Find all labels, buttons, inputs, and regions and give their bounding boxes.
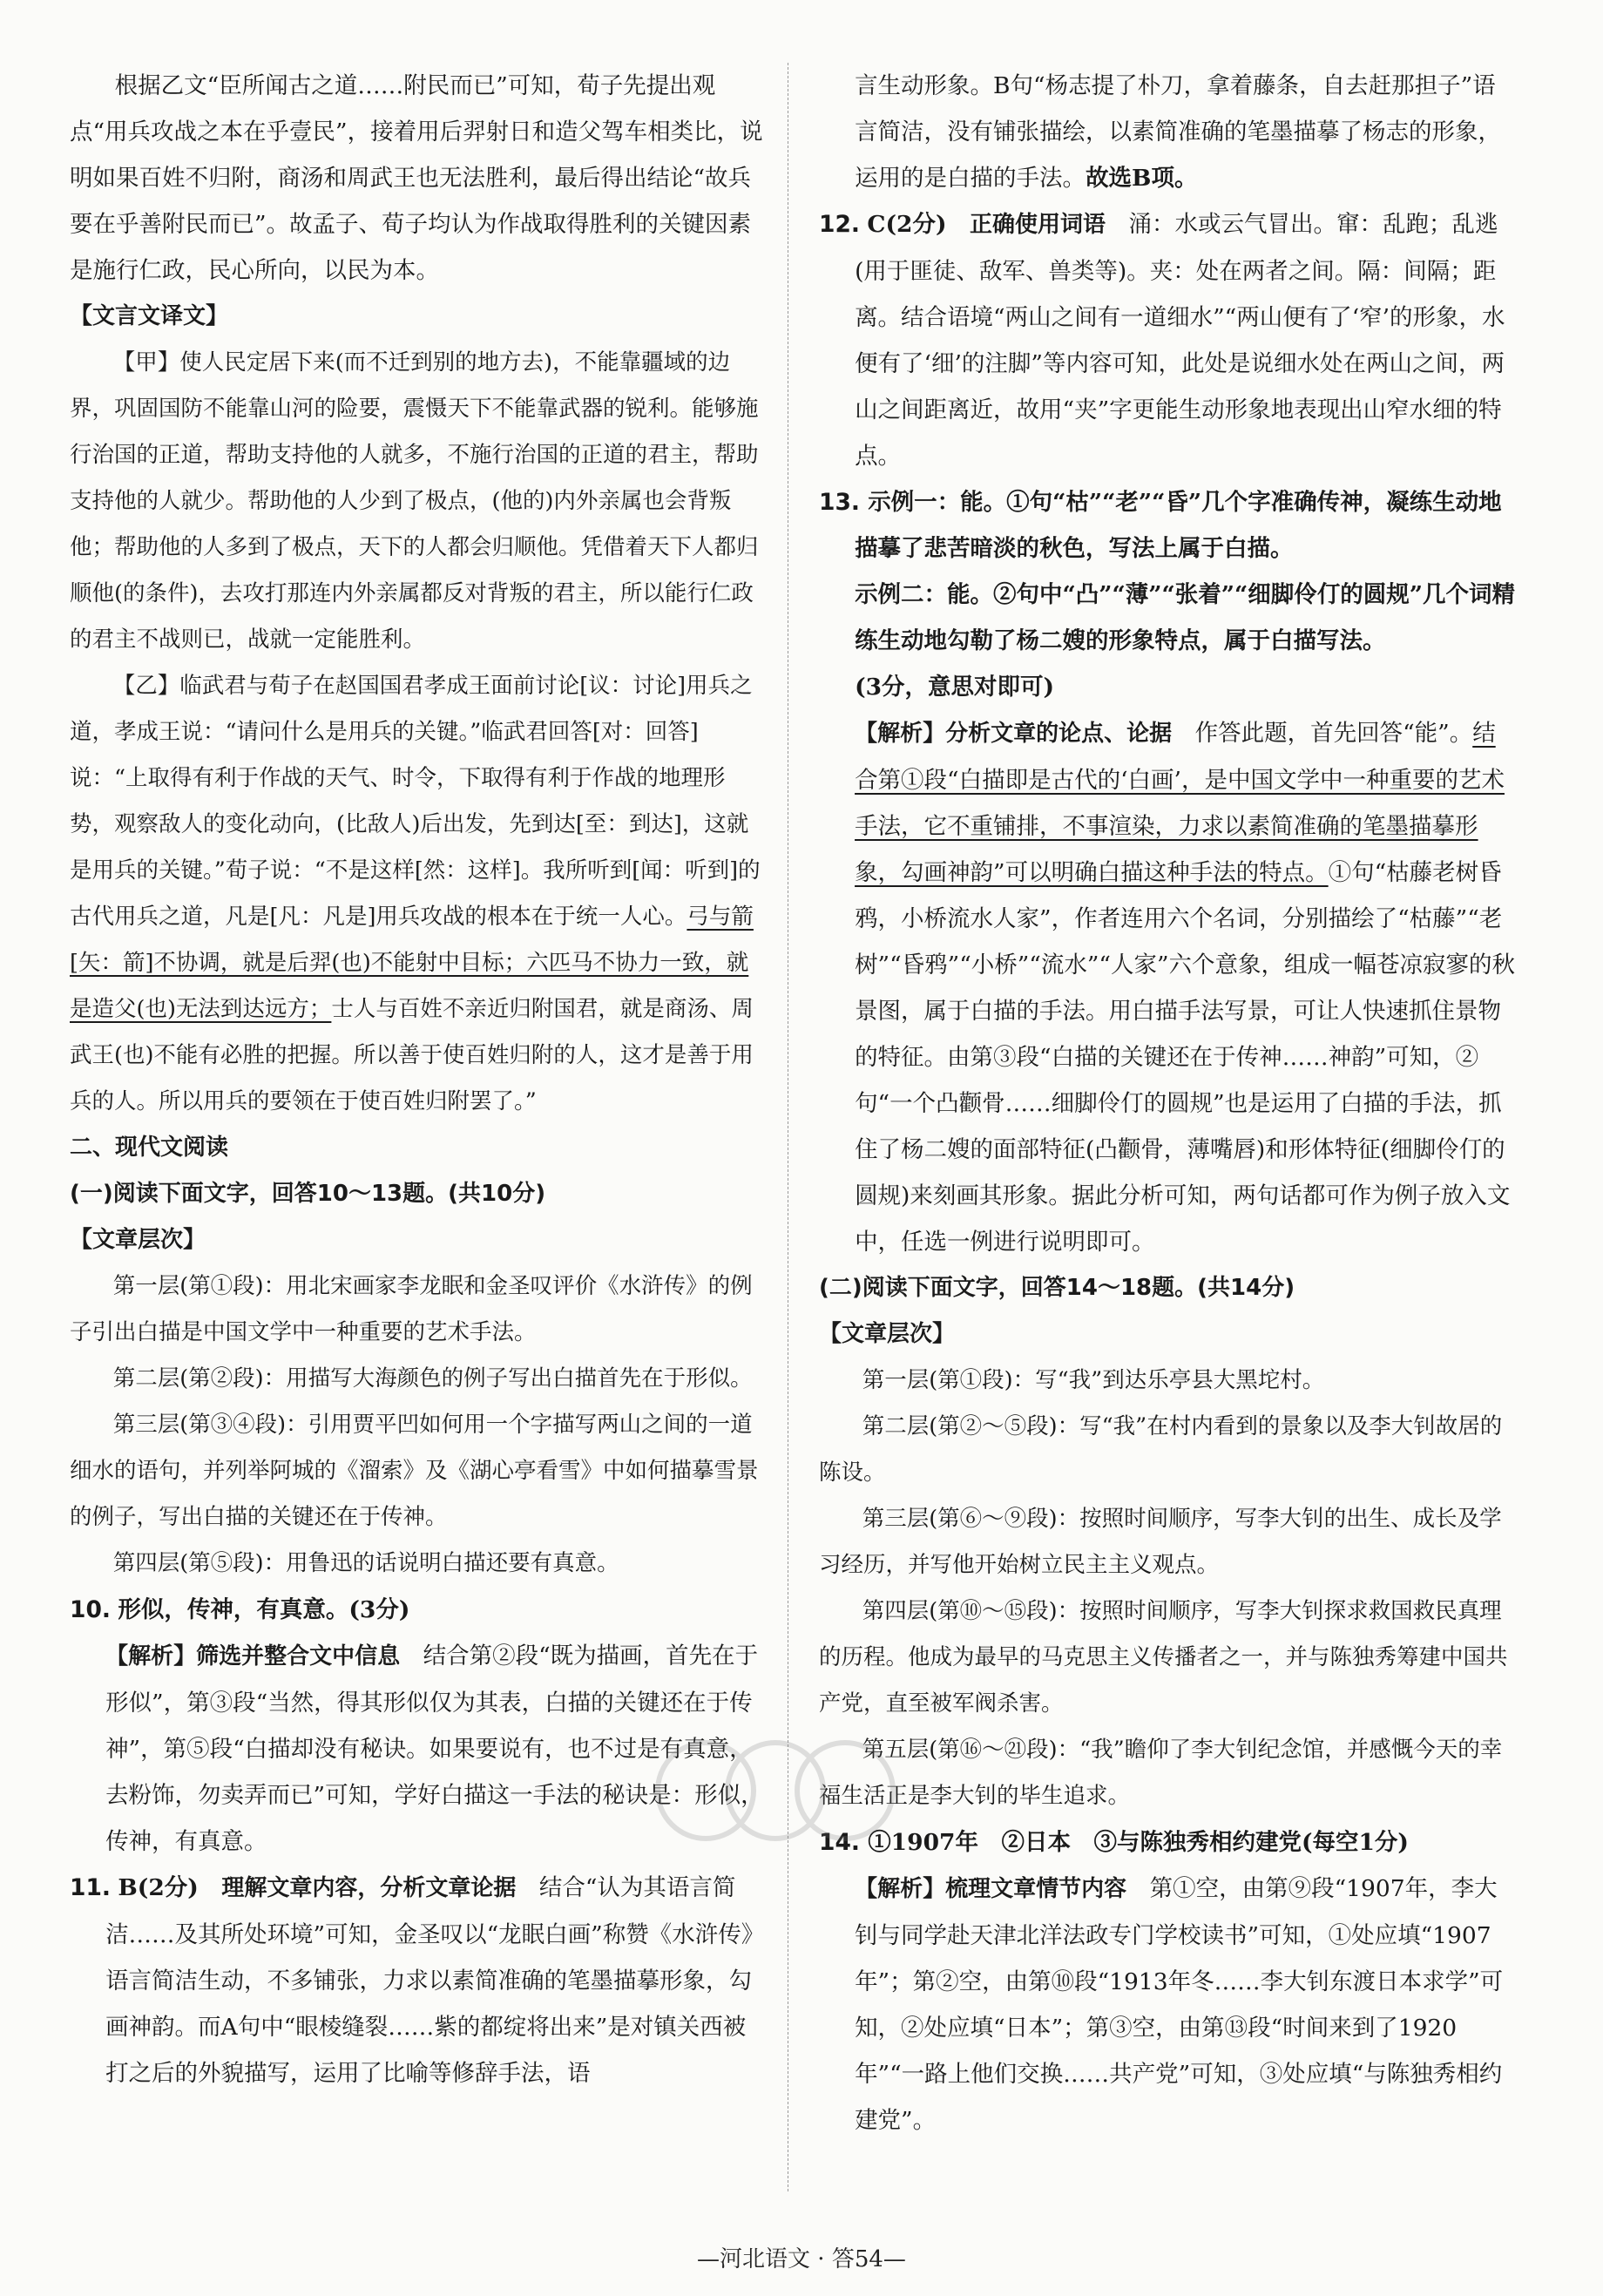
page-footer: —河北语文 · 答54— xyxy=(697,2246,906,2272)
q11-continuation xyxy=(819,63,1516,201)
q14-number: 14. xyxy=(819,1829,860,1856)
q10-analysis-text: 结合第②段“既为描画，首先在于形似”，第③段“当然，得其形似仅为其表，白描的关键还在于传神”，第⑤段“白描却没有秘诀。如果要说有，也不过是有真意，去粉饰，勿卖弄而已”可知，学好白描这一手法的秘诀是：形似，传神，有真意。 xyxy=(105,1642,764,1855)
q10-answer-text: 形似，传神，有真意。(3分) xyxy=(118,1596,410,1623)
q13-number: 13. xyxy=(819,489,860,516)
q11-text: 结合“认为其语言简洁……及其所处环境”可知，金圣叹以“龙眠白画”称赞《水浒传》语言简洁生动，不多铺张，力求以素简准确的笔墨描摹形象，勾画神韵。而A句中“眼棱缝裂……紫的都绽将出来”是对镇关西被打之后的外貌描写，运用了比喻等修辞手法，语 xyxy=(105,1874,765,2087)
q11-cont-text: 言生动形象。B句“杨志提了朴刀，拿着藤条，自去赶那担子”语言简洁，没有铺张描绘，以素简准确的笔墨描摹了杨志的形象，运用的是白描的手法。 xyxy=(855,72,1502,192)
q13-score: (3分，意思对即可) xyxy=(855,674,1055,701)
q13-example1 xyxy=(819,479,1516,572)
section-modern-reading: 二、现代文阅读 xyxy=(70,1134,229,1161)
q13-analysis-tag: 【解析】 xyxy=(855,721,946,747)
translation-jia: 【甲】使人民定居下来(而不迁到别的地方去)，不能靠疆域的边界，巩固国防不能靠山河的险要，震慑天下不能靠武器的锐利。能够施行治国的正道，帮助支持他的人就多，不施行治国的正道的君主，帮助支持他的人就少。帮助他的人少到了极点，(他的)内外亲属也会背叛他；帮助他的人多到了极点，天下的人都会归顺他。凭借着天下人都归顺他(的条件)，去攻打那连内外亲属都反对背叛的君主，所以能行仁政的君主不战则已，战就一定能胜利。 xyxy=(70,349,759,653)
q13-example2: 示例二：能。②句中“凸”“薄”“张着”“细脚伶仃的圆规”几个词精练生动地勾勒了杨二嫂的形象特点，属于白描写法。 xyxy=(855,581,1516,654)
q13-analysis xyxy=(819,710,1516,1265)
intro-paragraph: 根据乙文“臣所闻古之道……附民而已”可知，荀子先提出观点“用兵攻战之本在乎壹民”，接着用后羿射日和造父驾车相类比，说明如果百姓不归附，商汤和周武王也无法胜利，最后得出结论“故兵要在乎善附民而已”。故孟子、荀子均认为作战取得胜利的关键因素是施行仁政，民心所向，以民为本。 xyxy=(70,72,763,284)
layer-3: 第三层(第③④段)：引用贾平凹如何用一个字描写两山之间的一道细水的语句，并列举阿城的《溜索》及《湖心亭看雪》中如何描摹雪景的例子，写出白描的关键还在于传神。 xyxy=(70,1412,759,1530)
translation-yi-underlined: 弓与箭[矢：箭]不协调，就是后羿(也)不能射中目标；六匹马不协力一致，就是造父(也)无法到达远方； xyxy=(70,904,754,1022)
q13-analysis-pre: 作答此题，首先回答“能”。 xyxy=(1194,720,1473,747)
q10-number: 10. xyxy=(70,1596,111,1623)
translation-heading: 【文言文译文】 xyxy=(70,303,229,329)
left-column xyxy=(70,63,767,2191)
q10-analysis-tag: 【解析】 xyxy=(105,1643,197,1670)
q14-answer-text: ①1907年 ②日本 ③与陈独秀相约建党(每空1分) xyxy=(868,1829,1409,1856)
q13-analysis-type: 分析文章的论点、论据 xyxy=(945,721,1173,747)
layer-4: 第四层(第⑤段)：用鲁迅的话说明白描还要有真意。 xyxy=(112,1550,619,1576)
layers-heading-1: 【文章层次】 xyxy=(70,1227,206,1253)
q13-example1-text: 示例一：能。①句“枯”“老”“昏”几个字准确传神，凝练生动地描摹了悲苦暗淡的秋色，写法上属于白描。 xyxy=(855,489,1502,562)
layer2-1: 第一层(第①段)：写“我”到达乐亭县大黑坨村。 xyxy=(862,1367,1325,1393)
layer-1: 第一层(第①段)：用北宋画家李龙眠和金圣叹评价《水浒传》的例子引出白描是中国文学中一种重要的艺术手法。 xyxy=(70,1273,753,1345)
layer2-3: 第三层(第⑥～⑨段)：按照时间顺序，写李大钊的出生、成长及学习经历，并写他开始树立民主主义观点。 xyxy=(819,1506,1502,1578)
q12-text: 涌：水或云气冒出。窜：乱跑；乱逃(用于匪徒、敌军、兽类等)。夹：处在两者之间。隔：间隔；距离。结合语境“两山之间有一道细水”“两山便有了‘窄’的形象，水便有了‘细’的注脚”等内容可知，此处是说细水处在两山之间，两山之间距离近，故用“夹”字更能生动形象地表现出山窄水细的特点。 xyxy=(855,211,1505,470)
right-column xyxy=(819,63,1516,2191)
q10-analysis-type: 筛选并整合文中信息 xyxy=(196,1643,401,1670)
layer2-5: 第五层(第⑯～㉑段)：“我”瞻仰了李大钊纪念馆，并感慨今天的幸福生活正是李大钊的毕生追求。 xyxy=(819,1737,1503,1809)
q14-analysis xyxy=(819,1866,1516,2144)
q11-answer-text: B(2分) xyxy=(118,1874,199,1901)
q13-analysis-rest: ①句“枯藤老树昏鸦，小桥流水人家”，作者连用六个名词，分别描绘了“枯藤”“老树”“昏鸦”“小桥”“流水”“人家”六个意象，组成一幅苍凉寂寥的秋景图，属于白描的手法。用白描手法写景，可让人快速抓住景物的特征。由第③段“白描的关键还在于传神……神韵”可知，②句“一个凸颧骨……细脚伶仃的圆规”也是运用了白描的手法，抓住了杨二嫂的面部特征(凸颧骨，薄嘴唇)和形体特征(细脚伶仃的圆规)来刻画其形象。据此分析可知，两句话都可作为例子放入文中，任选一例进行说明即可。 xyxy=(855,859,1515,1256)
q11-type: 理解文章内容，分析文章论据 xyxy=(221,1875,517,1901)
layers-heading-2: 【文章层次】 xyxy=(819,1321,956,1347)
q12-number: 12. xyxy=(819,211,860,238)
q12-answer-text: C(2分) xyxy=(867,211,947,238)
part1-heading: (一)阅读下面文字，回答10～13题。(共10分) xyxy=(70,1181,546,1207)
q14-answer xyxy=(819,1819,1516,1866)
layer2-2: 第二层(第②～⑤段)：写“我”在村内看到的景象以及李大钊故居的陈设。 xyxy=(819,1413,1503,1486)
part2-heading: (二)阅读下面文字，回答14～18题。(共14分) xyxy=(819,1275,1295,1301)
layer2-4: 第四层(第⑩～⑮段)：按照时间顺序，写李大钊探求救国救民真理的历程。他成为最早的马克思主义传播者之一，并与陈独秀筹建中国共产党，直至被军阀杀害。 xyxy=(819,1598,1508,1717)
translation-yi-part2: 士人与百姓不亲近归附国君，就是商汤、周武王(也)不能有必胜的把握。所以善于使百姓归附的人，这才是善于用兵的人。所以用兵的要领在于使百姓归附罢了。” xyxy=(70,996,754,1114)
layer-2: 第二层(第②段)：用描写大海颜色的例子写出白描首先在于形似。 xyxy=(112,1365,753,1392)
q10-analysis xyxy=(70,1633,767,1865)
q12-answer xyxy=(819,201,1516,479)
q13-analysis-underlined: 结合第①段“白描即是古代的‘白画’，是中国文学中一种重要的艺术手法，它不重铺排，不事渲染，力求以素简准确的笔墨描摹形象，勾画神韵”可以明确白描这种手法的特点。 xyxy=(855,720,1505,886)
q11-number: 11. xyxy=(70,1874,111,1901)
translation-yi-part1: 【乙】临武君与荀子在赵国国君孝成王面前讨论[议：讨论]用兵之道，孝成王说：“请问什么是用兵的关键。”临武君回答[对：回答]说：“上取得有利于作战的天气、时令，下取得有利于作战的地理形势，观察敌人的变化动向，(比敌人)后出发，先到达[至：到达]，这就是用兵的关键。”荀子说：“不是这样[然：这样]。我所听到[闻：听到]的古代用兵之道，凡是[凡：凡是]用兵攻战的根本在于统一人心。 xyxy=(70,673,761,930)
q14-analysis-type: 梳理文章情节内容 xyxy=(945,1876,1127,1902)
q12-type: 正确使用词语 xyxy=(970,212,1106,238)
translation-yi xyxy=(70,663,767,1125)
q10-answer xyxy=(70,1587,767,1633)
q14-analysis-text: 第①空，由第⑨段“1907年，李大钊与同学赴天津北洋法政专门学校读书”可知，①处应填“1907年”；第②空，由第⑩段“1913年冬……李大钊东渡日本求学”可知，②处应填“日本”；第③空，由第⑬段“时间来到了1920年”“一路上他们交换……共产党”可知，③处应填“与陈独秀相约建党”。 xyxy=(855,1875,1504,2134)
q11-answer xyxy=(70,1865,767,2096)
q14-analysis-tag: 【解析】 xyxy=(855,1876,946,1902)
q11-conclusion: 故选B项。 xyxy=(1086,165,1198,192)
